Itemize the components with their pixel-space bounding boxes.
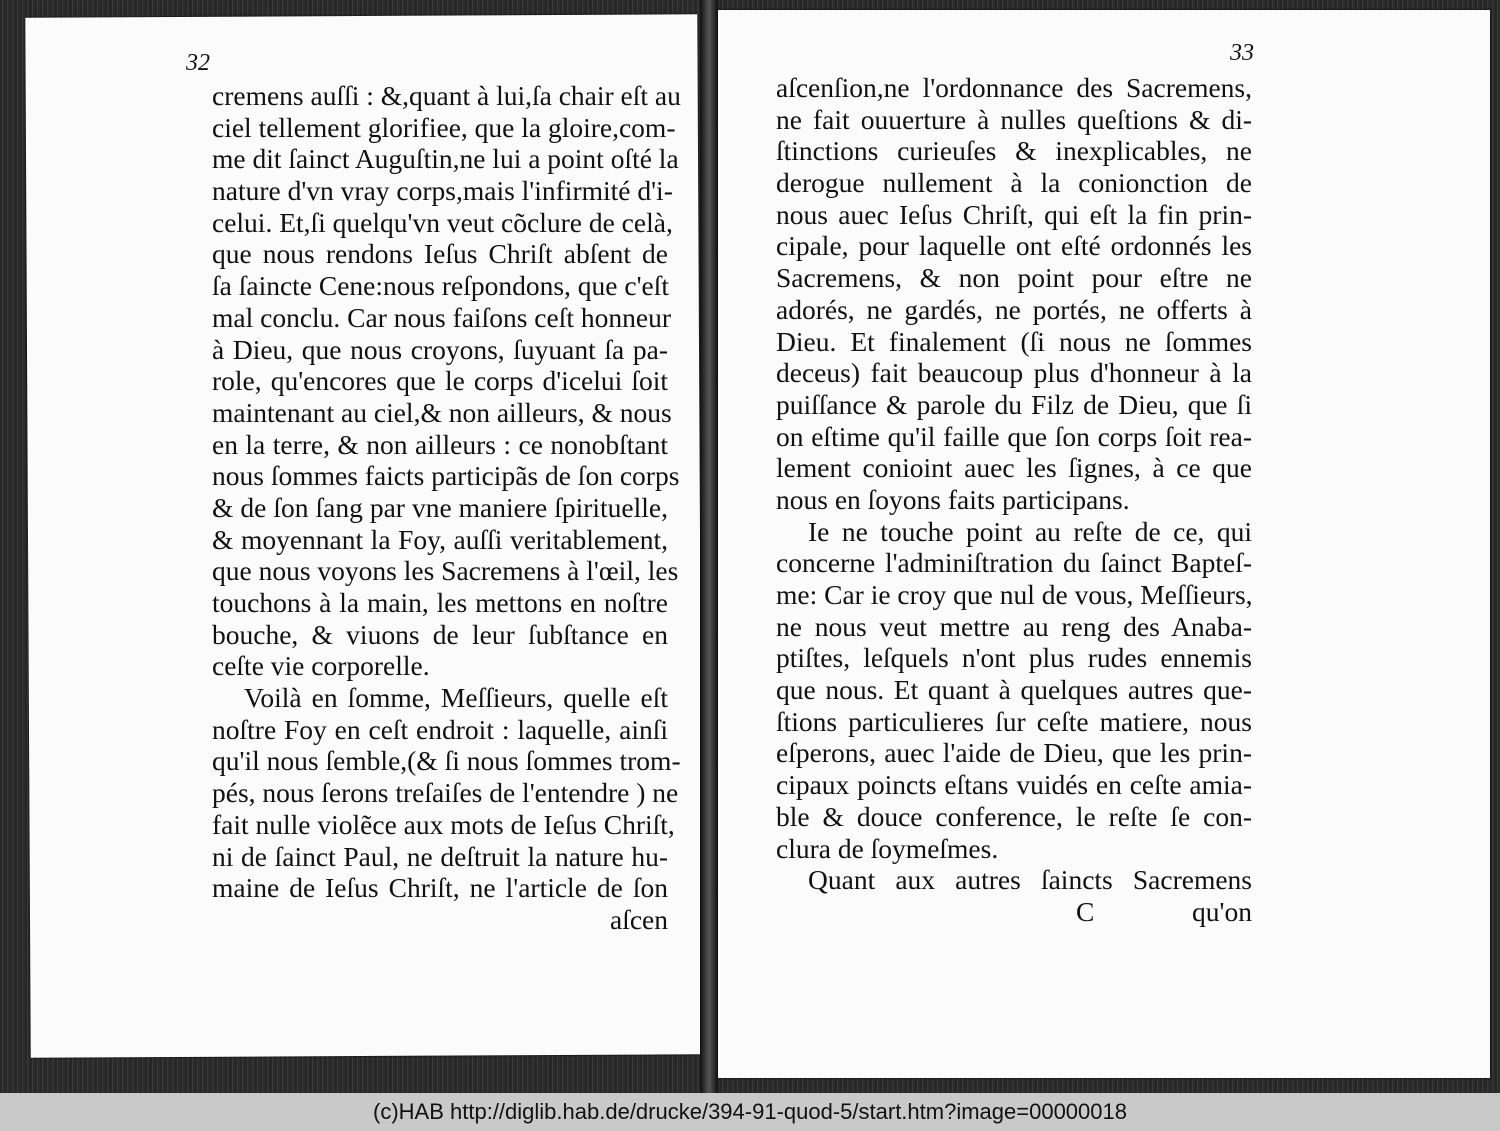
text-line: que nous voyons les Sacremens à l'œil, les (212, 555, 679, 587)
text-line: cremens auſſi : &,quant à lui,ſa chair eſt au (212, 80, 681, 111)
text-line: pés, nous ſerons treſaiſes de l'entendre ) ne (212, 777, 679, 809)
signature-line (776, 896, 1252, 928)
text-line: cipale, pour laquelle ont eſté ordonnés les (776, 230, 1252, 262)
text-line: Ie ne touche point au reſte de ce, qui (808, 515, 1252, 547)
text-line: Sacremens, & non point pour eſtre ne (776, 262, 1252, 294)
text-line: derogue nullement à la conionction de (776, 167, 1252, 199)
text-line: aſcenſion,ne l'ordonnance des Sacremens, (776, 72, 1252, 103)
text-line: ne fait ouuerture à nulles queſtions & di- (776, 103, 1252, 135)
text-line: cipaux poincts eſtans vuidés en ceſte amia- (776, 769, 1252, 801)
text-line: fait nulle violẽce aux mots de Ieſus Chriſt, (212, 808, 675, 840)
text-line: en la terre, & non ailleurs : ce nonobſtant (212, 428, 668, 460)
text-line: concerne l'adminiſtration du ſainct Bapteſ- (776, 547, 1252, 579)
text-line: Quant aux autres ſaincts Sacremens (808, 864, 1252, 896)
text-line: maine de Ieſus Chriſt, ne l'article de ſon (212, 872, 668, 904)
copyright-footer: (c)HAB http://diglib.hab.de/drucke/394-91-quod-5/start.htm?image=00000018 (0, 1093, 1500, 1131)
text-line: & de ſon ſang par vne maniere ſpirituelle, (212, 491, 668, 523)
book-gutter (700, 0, 718, 1093)
left-page-number: 32 (186, 50, 210, 76)
text-line: ſa ſaincte Cene:nous reſpondons, que c'eſt (212, 270, 670, 302)
text-line: eſperons, auec l'aide de Dieu, que les prin- (776, 737, 1252, 769)
signature-mark: C (1076, 895, 1095, 927)
text-line: ptiſtes, leſquels n'ont plus rudes ennemis (776, 642, 1252, 674)
text-line: lement conioint auec les ſignes, à ce que (776, 452, 1252, 484)
text-line: celui. Et,ſi quelqu'vn veut cõclure de celà, (212, 206, 673, 238)
text-line: clura de ſoymeſmes. (776, 832, 999, 864)
text-line: puiſſance & parole du Filz de Dieu, que ſi (776, 388, 1252, 420)
text-line: que nous rendons Ieſus Chriſt abſent de (212, 238, 668, 270)
text-line: Voilà en ſomme, Meſſieurs, quelle eſt (244, 682, 668, 714)
text-line: nature d'vn vray corps,mais l'infirmité d'i- (212, 175, 673, 207)
text-line: adorés, ne gardés, ne portés, ne offerts à (776, 293, 1252, 325)
text-line: ble & douce conference, le reſte ſe con- (776, 800, 1252, 832)
text-line: noſtre Foy en ceſt endroit : laquelle, ainſi (212, 713, 668, 745)
text-line: ceſte vie corporelle. (212, 650, 430, 682)
text-line: touchons à la main, les mettons en noſtre (212, 587, 668, 618)
text-line: nous en ſoyons faits participans. (776, 483, 1130, 515)
text-line: nous auec Ieſus Chriſt, qui eſt la fin prin- (776, 198, 1252, 230)
text-line: me dit ſainct Auguſtin,ne lui a point oſté la (212, 143, 679, 175)
text-line: qu'il nous ſemble,(& ſi nous ſommes trom- (212, 745, 681, 777)
text-line: à Dieu, que nous croyons, ſuyuant ſa pa- (212, 333, 668, 365)
text-line: mal conclu. Car nous faiſons ceſt honneur (212, 301, 671, 333)
text-line: ni de ſainct Paul, ne deſtruit la nature hu- (212, 840, 668, 872)
right-page-text (776, 72, 1252, 928)
text-line: bouche, & viuons de leur ſubſtance en (212, 618, 668, 650)
text-line: ſtinctions curieuſes & inexplicables, ne (776, 135, 1252, 167)
text-line: ne nous veut mettre au reng des Anaba- (776, 610, 1252, 642)
text-line: que nous. Et quant à quelques autres que- (776, 674, 1252, 706)
text-line: on eſtime qu'il faille que ſon corps ſoit rea- (776, 420, 1252, 452)
catchword: aſcen (609, 903, 668, 935)
left-page-text (212, 80, 681, 936)
right-page-number: 33 (1230, 40, 1254, 66)
text-line: nous ſommes faicts participãs de ſon corps (212, 460, 680, 492)
text-line: & moyennant la Foy, auſſi veritablement, (212, 523, 668, 555)
text-line: me: Car ie croy que nul de vous, Meſſieurs, (776, 579, 1253, 610)
text-line: role, qu'encores que le corps d'icelui ſoit (212, 365, 668, 397)
text-line: deceus) fait beaucoup plus d'honneur à la (776, 357, 1252, 389)
catchword: qu'on (1192, 895, 1252, 927)
text-line: Dieu. Et finalement (ſi nous ne ſommes (776, 325, 1252, 357)
text-line: maintenant au ciel,& non ailleurs, & nous (212, 396, 672, 428)
text-line: ciel tellement glorifiee, que la gloire,com- (212, 111, 676, 143)
text-line: ſtions particulieres ſur ceſte matiere, nous (776, 705, 1252, 737)
